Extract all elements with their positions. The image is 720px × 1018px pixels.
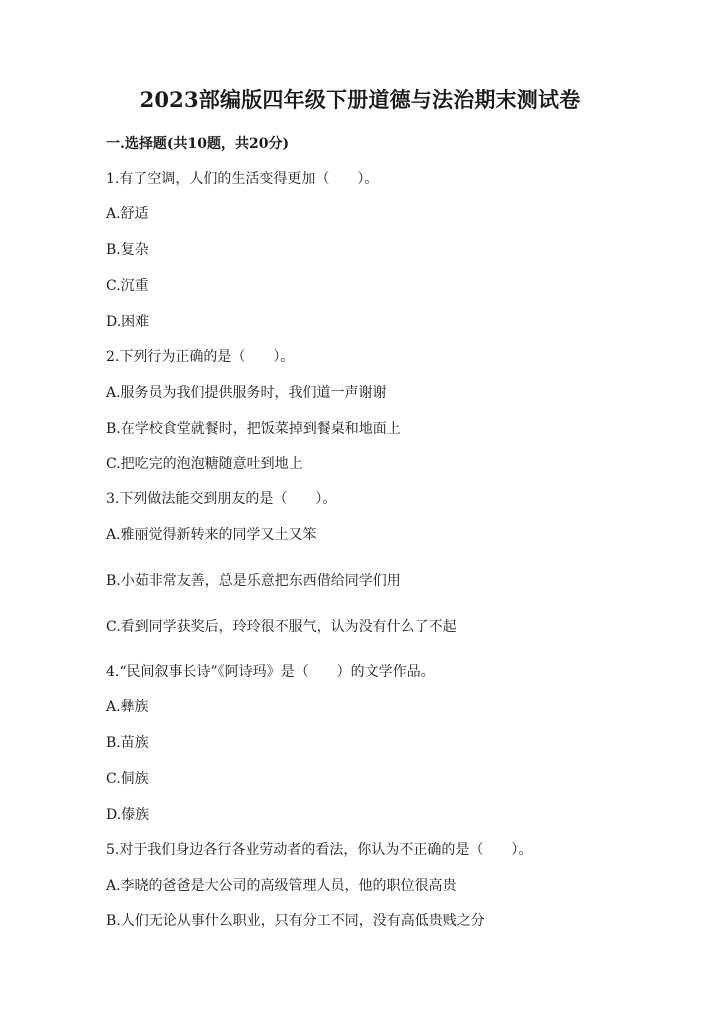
question-1-option-c: C.沉重 bbox=[106, 278, 149, 294]
question-1-option-a: A.舒适 bbox=[106, 206, 149, 222]
question-1-stem: 1.有了空调，人们的生活变得更加（ ）。 bbox=[106, 171, 379, 187]
question-3-option-a: A.雅丽觉得新转来的同学又土又笨 bbox=[106, 527, 317, 543]
question-3-stem: 3.下列做法能交到朋友的是（ ）。 bbox=[106, 491, 337, 507]
question-4-stem: 4.“民间叙事长诗”《阿诗玛》是（ ）的文学作品。 bbox=[106, 664, 435, 680]
question-5-option-a: A.李晓的爸爸是大公司的高级管理人员，他的职位很高贵 bbox=[106, 878, 457, 894]
question-1-option-b: B.复杂 bbox=[106, 242, 149, 258]
question-5-option-b: B.人们无论从事什么职业，只有分工不同，没有高低贵贱之分 bbox=[106, 913, 485, 929]
page-title: 2023部编版四年级下册道德与法治期末测试卷 bbox=[139, 87, 581, 112]
question-2-stem: 2.下列行为正确的是（ ）。 bbox=[106, 349, 295, 365]
section-heading: 一.选择题(共10题，共20分) bbox=[106, 136, 290, 152]
question-4-option-c: C.侗族 bbox=[106, 771, 149, 787]
question-2-option-b: B.在学校食堂就餐时，把饭菜掉到餐桌和地面上 bbox=[106, 421, 401, 437]
question-5-stem: 5.对于我们身边各行各业劳动者的看法，你认为不正确的是（ ）。 bbox=[106, 842, 533, 858]
question-3-option-c: C.看到同学获奖后，玲玲很不服气，认为没有什么了不起 bbox=[106, 619, 457, 635]
question-4-option-d: D.傣族 bbox=[106, 807, 150, 823]
question-2-option-c: C.把吃完的泡泡糖随意吐到地上 bbox=[106, 456, 303, 472]
question-2-option-a: A.服务员为我们提供服务时，我们道一声谢谢 bbox=[106, 385, 387, 401]
question-1-option-d: D.困难 bbox=[106, 314, 150, 330]
question-4-option-a: A.彝族 bbox=[106, 699, 149, 715]
question-3-option-b: B.小茹非常友善，总是乐意把东西借给同学们用 bbox=[106, 573, 401, 589]
question-4-option-b: B.苗族 bbox=[106, 735, 149, 751]
